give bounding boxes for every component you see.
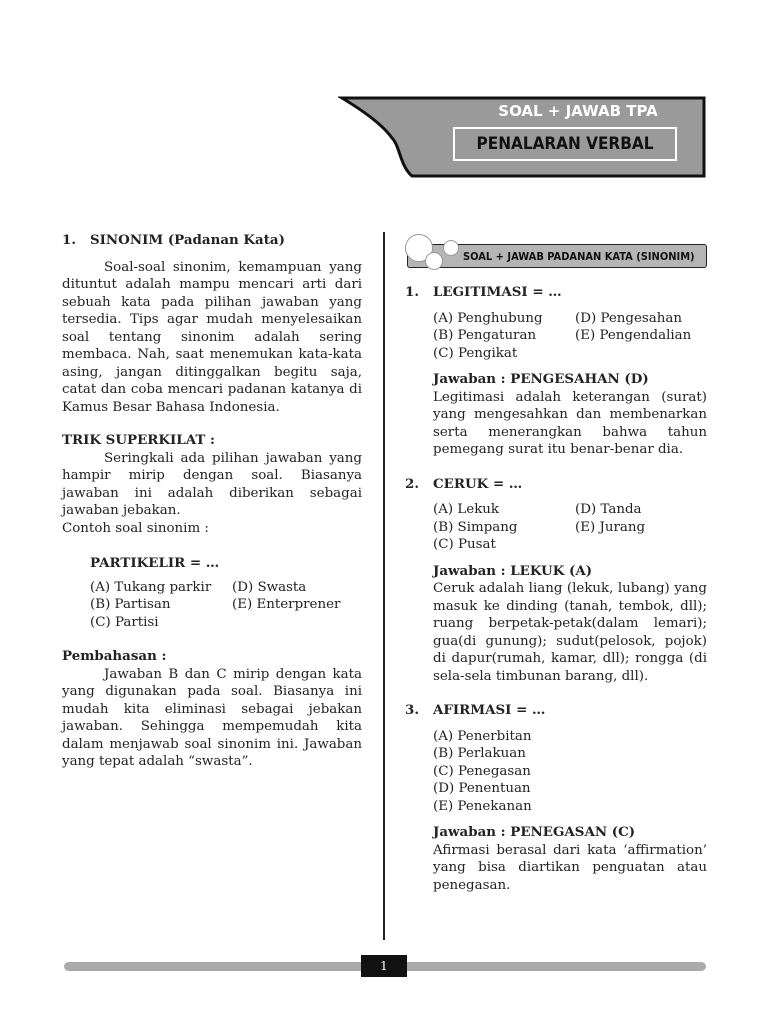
answer-label: Jawaban : LEKUK (A) (433, 562, 593, 579)
option: (A) Penghubung (433, 310, 543, 326)
section-title: SINONIM (Padanan Kata) (90, 232, 285, 248)
option: (D) Swasta (232, 579, 307, 595)
question-block (405, 702, 707, 894)
section-heading (62, 232, 362, 250)
option: (A) Lekuk (433, 502, 500, 517)
column-divider (383, 232, 385, 940)
example-label: Contoh soal sinonim : (62, 520, 209, 536)
intro-paragraph: Soal-soal sinonim, kemampuan yang dituntut adalah mampu mencari arti dari sebuah kata pada pilihan jawaban yang tersedia. Tips agar mudah menyelesaikan soal tentang sinonim adalah sering membaca. Nah, saat menemukan kata-kata asing, jangan ditinggalkan begitu saja, catat dan coba mencari padanan katanya di Kamus Besar Bahasa Indonesia. (62, 259, 362, 415)
question-text: LEGITIMASI = … (433, 284, 562, 300)
answer-options (433, 501, 707, 554)
option: (C) Penegasan (433, 763, 531, 779)
answer-section (433, 563, 707, 686)
option: (D) Pengesahan (575, 310, 682, 326)
option: (C) Pengikat (433, 345, 518, 361)
header-banner (338, 96, 706, 178)
option: (C) Partisi (90, 614, 159, 630)
discussion-paragraph: Jawaban B dan C mirip dengan kata yang digunakan pada soal. Biasanya ini mudah kita eliminasi sebagai jebakan jawaban. Sehingga mempemudah kita dalam menjawab soal sinonim ini. Jawaban yang tepat adalah “swasta”. (62, 666, 362, 769)
option: (B) Perlakuan (433, 746, 526, 761)
question-heading (405, 284, 707, 302)
question-number: 2. (405, 475, 419, 492)
question-text: AFIRMASI = … (433, 702, 546, 718)
question-block (405, 284, 707, 459)
answer-section (433, 371, 707, 459)
answer-options (433, 310, 707, 363)
answer-label: Jawaban : PENEGASAN (C) (433, 824, 636, 840)
section-number: 1. (62, 232, 76, 248)
option: (A) Penerbitan (433, 728, 532, 744)
option: (C) Pusat (433, 537, 496, 552)
option: (E) Penekanan (433, 798, 532, 814)
example-options (90, 579, 362, 632)
trick-paragraph: Seringkali ada pilihan jawaban yang hampir mirip dengan soal. Biasanya jawaban ini adalah diberikan sebagai jawaban jebakan. (62, 450, 362, 518)
left-column (62, 232, 362, 771)
option (575, 345, 707, 363)
option: (B) Pengaturan (433, 328, 537, 343)
option: (E) Jurang (575, 519, 646, 535)
answer-explanation: Afirmasi berasal dari kata ‘affirmation’ yang bisa diartikan penguatan atau penegasan. (433, 842, 707, 893)
option: (A) Tukang parkir (90, 579, 212, 595)
example-question: PARTIKELIR = … (90, 555, 220, 571)
discussion-title: Pembahasan : (62, 648, 167, 664)
option: (B) Simpang (433, 519, 518, 535)
circle-decoration-icon (443, 240, 459, 256)
question-heading (405, 476, 707, 494)
question-text: CERUK = … (433, 475, 523, 492)
option (232, 614, 362, 632)
option: (E) Pengendalian (575, 328, 692, 343)
option: (E) Enterprener (232, 597, 341, 612)
question-number: 3. (405, 702, 419, 718)
section-pill-title: SOAL + JAWAB PADANAN KATA (SINONIM) (463, 250, 695, 263)
option: (D) Tanda (575, 502, 642, 517)
circle-decoration-icon (425, 252, 443, 270)
option: (D) Penentuan (433, 781, 531, 796)
option (575, 536, 707, 554)
trick-title: TRIK SUPERKILAT : (62, 432, 215, 448)
page-number: 1 (361, 955, 407, 977)
section-pill (405, 240, 707, 274)
answer-label: Jawaban : PENGESAHAN (D) (433, 371, 649, 387)
answer-explanation: Legitimasi adalah keterangan (surat) yang mengesahkan dan membenarkan serta menerangkan bahwa tahun pemegang surat itu benar-benar dia. (433, 389, 707, 457)
question-heading (405, 702, 707, 720)
answer-section (433, 824, 707, 894)
answer-explanation: Ceruk adalah liang (lekuk, lubang) yang masuk ke dinding (tanah, tembok, dll); ruang berpetak-petak(dalam lemari); gua(di gunung); sudut(pelosok, pojok) di dapur(rumah, kamar, dll); rongga (di sela-sela timbunan barang, dll). (433, 581, 707, 684)
right-column (405, 240, 707, 894)
answer-options (433, 728, 707, 816)
banner-subtitle: PENALARAN VERBAL (453, 127, 677, 161)
question-block (405, 476, 707, 686)
option: (B) Partisan (90, 597, 171, 612)
banner-title: SOAL + JAWAB TPA (498, 102, 658, 120)
question-number: 1. (405, 284, 419, 300)
